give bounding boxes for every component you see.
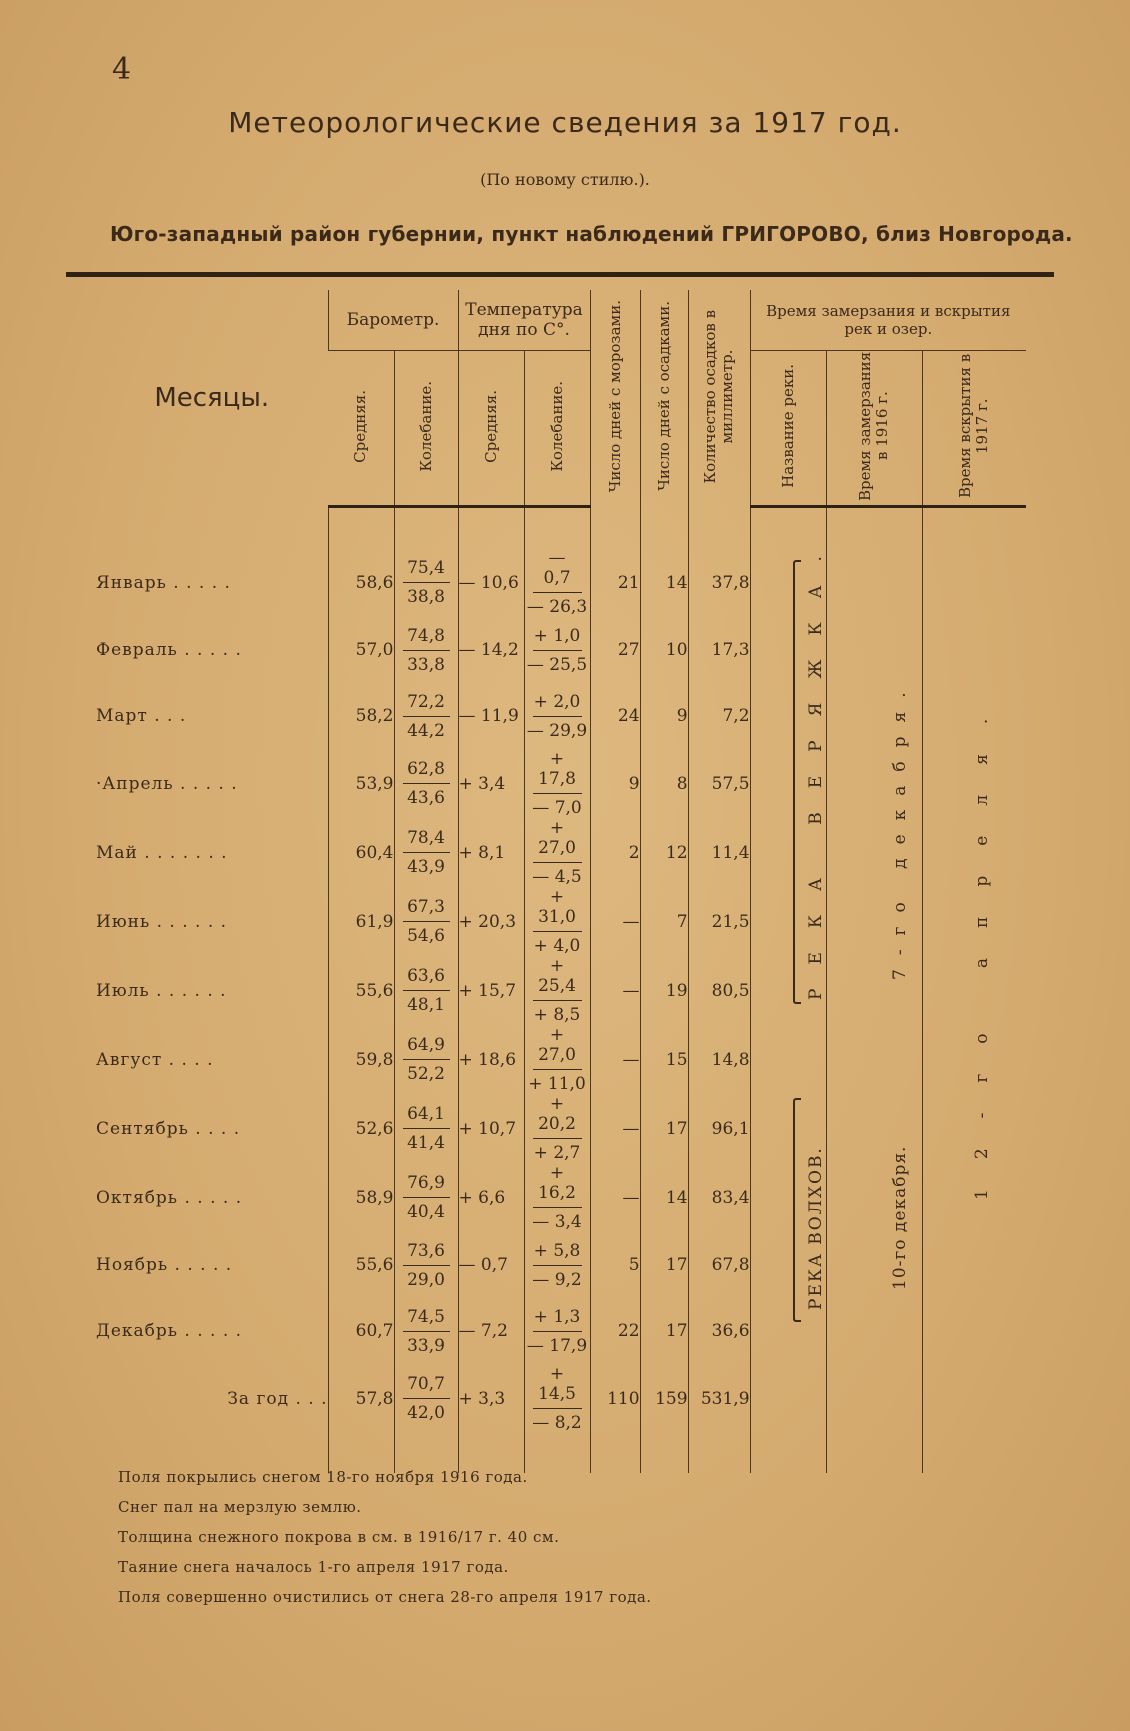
table-row [96, 548, 1026, 617]
frost-days: — [590, 1094, 640, 1163]
frost-days: 21 [590, 548, 640, 617]
total-baro-range: 70,7 42,0 [394, 1364, 458, 1433]
temp-mean: — 11,9 [458, 683, 524, 749]
month-label: Август . . . . [96, 1049, 214, 1070]
baro-range: 62,8 43,6 [394, 749, 458, 818]
temp-mean: — 7,2 [458, 1298, 524, 1364]
freeze-header: Время замерзания в 1916 г. [826, 351, 922, 507]
temp-range: + 25,4 + 8,5 [524, 956, 590, 1025]
precip-days: 7 [640, 887, 688, 956]
river-2-freeze: 10-го декабря. [890, 1145, 910, 1290]
precip-amount: 36,6 [688, 1298, 750, 1364]
temp-mean: + 3,4 [458, 749, 524, 818]
precip-days: 14 [640, 1163, 688, 1232]
total-label: За год . . . [227, 1388, 328, 1409]
baro-range: 78,4 43,9 [394, 818, 458, 887]
temp-range: + 5,8 — 9,2 [524, 1232, 590, 1298]
precip-amount: 83,4 [688, 1163, 750, 1232]
baro-mean: 58,6 [328, 548, 394, 617]
baro-mean: 55,6 [328, 956, 394, 1025]
baro-range: 73,6 29,0 [394, 1232, 458, 1298]
temp-range: + 31,0 + 4,0 [524, 887, 590, 956]
precip-amount: 11,4 [688, 818, 750, 887]
temp-range: + 20,2 + 2,7 [524, 1094, 590, 1163]
temp-mean: + 10,7 [458, 1094, 524, 1163]
precip-days: 12 [640, 818, 688, 887]
thaw-date: 12-го апреля. [972, 688, 992, 1200]
temp-range: + 1,3 — 17,9 [524, 1298, 590, 1364]
baro-range: 64,1 41,4 [394, 1094, 458, 1163]
baro-range: 75,4 38,8 [394, 548, 458, 617]
frost-days-header: Число дней с морозами. [590, 290, 640, 507]
note-line: Толщина снежного покрова в см. в 1916/17 г. 40 см. [118, 1528, 560, 1546]
precip-amount: 7,2 [688, 683, 750, 749]
months-header: Месяцы. [154, 383, 270, 414]
table-row [96, 818, 1026, 887]
frost-days: 22 [590, 1298, 640, 1364]
baro-range: 74,8 33,8 [394, 617, 458, 683]
baro-mean: 61,9 [328, 887, 394, 956]
month-label: Октябрь . . . . . [96, 1187, 243, 1208]
frost-days: 27 [590, 617, 640, 683]
temperature-header: Температура дня по C°. [458, 290, 590, 351]
total-row [96, 1364, 1026, 1433]
temp-mean: + 6,6 [458, 1163, 524, 1232]
precip-amount: 80,5 [688, 956, 750, 1025]
document-title: Метеорологические сведения за 1917 год. [228, 106, 902, 139]
temp-mean: — 0,7 [458, 1232, 524, 1298]
month-label: Декабрь . . . . . [96, 1321, 243, 1341]
total-precip: 531,9 [688, 1364, 750, 1433]
precip-days: 8 [640, 749, 688, 818]
baro-range-header: Колебание. [394, 351, 458, 507]
frost-days: — [590, 887, 640, 956]
frost-days: 5 [590, 1232, 640, 1298]
frost-days: — [590, 1163, 640, 1232]
temp-range: + 16,2 — 3,4 [524, 1163, 590, 1232]
table-row [96, 1163, 1026, 1232]
rivers-group-header: Время замерзания и вскрытия рек и озер. [750, 290, 1026, 351]
frost-days: 2 [590, 818, 640, 887]
baro-mean: 53,9 [328, 749, 394, 818]
table-row [96, 749, 1026, 818]
river-2-name: РЕКА ВОЛХОВ. [806, 1146, 826, 1310]
month-label: Февраль . . . . . [96, 640, 242, 660]
frost-days: 9 [590, 749, 640, 818]
baro-range: 72,2 44,2 [394, 683, 458, 749]
baro-mean: 58,2 [328, 683, 394, 749]
precip-days: 17 [640, 1298, 688, 1364]
month-label: Март . . . [96, 706, 187, 726]
river-2-bracket [793, 1098, 801, 1322]
month-label: Июнь . . . . . . [96, 911, 228, 932]
baro-mean: 52,6 [328, 1094, 394, 1163]
precip-days: 10 [640, 617, 688, 683]
table-row [96, 1025, 1026, 1094]
month-label: Май . . . . . . . [96, 842, 228, 863]
river-name-header: Название реки. [750, 351, 826, 507]
baro-range: 74,5 33,9 [394, 1298, 458, 1364]
precip-days: 14 [640, 548, 688, 617]
baro-range: 76,9 40,4 [394, 1163, 458, 1232]
document-subtitle: (По новому стилю.). [480, 170, 650, 189]
precip-days: 19 [640, 956, 688, 1025]
table-body [96, 532, 1026, 1364]
baro-mean: 58,9 [328, 1163, 394, 1232]
precip-amount: 67,8 [688, 1232, 750, 1298]
month-label: Ноябрь . . . . . [96, 1255, 233, 1275]
precip-days: 9 [640, 683, 688, 749]
barometer-header: Барометр. [328, 290, 458, 351]
frost-days: — [590, 1025, 640, 1094]
precip-amount-header: Количество осадков в миллиметр. [688, 290, 750, 507]
temp-range: + 2,0 — 29,9 [524, 683, 590, 749]
page-number: 4 [112, 52, 132, 87]
frost-days: 24 [590, 683, 640, 749]
temp-mean-header: Средняя. [458, 351, 524, 507]
precip-amount: 96,1 [688, 1094, 750, 1163]
baro-range: 64,9 52,2 [394, 1025, 458, 1094]
month-label: Июль . . . . . . [96, 980, 227, 1001]
note-line: Таяние снега началось 1-го апреля 1917 года. [118, 1558, 509, 1576]
table-row [96, 1232, 1026, 1298]
precip-amount: 57,5 [688, 749, 750, 818]
temp-mean: — 10,6 [458, 548, 524, 617]
temp-mean: + 20,3 [458, 887, 524, 956]
precip-amount: 14,8 [688, 1025, 750, 1094]
total-baro-mean: 57,8 [328, 1364, 394, 1433]
river-1-bracket [793, 560, 801, 1004]
baro-mean: 60,7 [328, 1298, 394, 1364]
total-temp-mean: + 3,3 [458, 1364, 524, 1433]
precip-amount: 37,8 [688, 548, 750, 617]
baro-mean: 57,0 [328, 617, 394, 683]
baro-mean: 60,4 [328, 818, 394, 887]
note-line: Снег пал на мерзлую землю. [118, 1498, 362, 1516]
precip-amount: 21,5 [688, 887, 750, 956]
precip-amount: 17,3 [688, 617, 750, 683]
note-line: Поля совершенно очистились от снега 28-го апреля 1917 года. [118, 1588, 652, 1606]
temp-range: — 0,7 — 26,3 [524, 548, 590, 617]
table-row [96, 887, 1026, 956]
table-row [96, 956, 1026, 1025]
temp-mean: — 14,2 [458, 617, 524, 683]
precip-days-header: Число дней с осадками. [640, 290, 688, 507]
temp-range: + 27,0 — 4,5 [524, 818, 590, 887]
precip-days: 15 [640, 1025, 688, 1094]
baro-mean: 59,8 [328, 1025, 394, 1094]
footnotes [118, 1468, 652, 1618]
baro-range: 67,3 54,6 [394, 887, 458, 956]
frost-days: — [590, 956, 640, 1025]
river-1-freeze: 7-го декабря. [890, 678, 910, 980]
temp-range: + 27,0 + 11,0 [524, 1025, 590, 1094]
month-label: Сентябрь . . . . [96, 1118, 241, 1139]
precip-days: 17 [640, 1232, 688, 1298]
table-row [96, 1094, 1026, 1163]
precip-days: 17 [640, 1094, 688, 1163]
total-frost: 110 [590, 1364, 640, 1433]
total-precip-days: 159 [640, 1364, 688, 1433]
baro-mean: 55,6 [328, 1232, 394, 1298]
temp-range: + 1,0 — 25,5 [524, 617, 590, 683]
note-line: Поля покрылись снегом 18-го ноября 1916 года. [118, 1468, 528, 1486]
meteorological-table [96, 290, 1026, 1473]
temp-mean: + 18,6 [458, 1025, 524, 1094]
temp-range: + 17,8 — 7,0 [524, 749, 590, 818]
table-row [96, 1298, 1026, 1364]
river-1-name: РЕКА ВЕРЯЖКА. [806, 532, 826, 1000]
total-temp-range: + 14,5 — 8,2 [524, 1364, 590, 1433]
header-rule [66, 272, 1054, 277]
temp-mean: + 8,1 [458, 818, 524, 887]
month-label: ·Апрель . . . . . [96, 773, 238, 794]
month-label: Январь . . . . . [96, 572, 231, 593]
baro-range: 63,6 48,1 [394, 956, 458, 1025]
baro-mean-header: Средняя. [328, 351, 394, 507]
station-line: Юго-западный район губернии, пункт наблюдений ГРИГОРОВО, близ Новгорода. [110, 222, 1073, 246]
table-row [96, 617, 1026, 683]
temp-mean: + 15,7 [458, 956, 524, 1025]
temp-range-header: Колебание. [524, 351, 590, 507]
table-row [96, 683, 1026, 749]
thaw-header: Время вскрытия в 1917 г. [922, 351, 1026, 507]
